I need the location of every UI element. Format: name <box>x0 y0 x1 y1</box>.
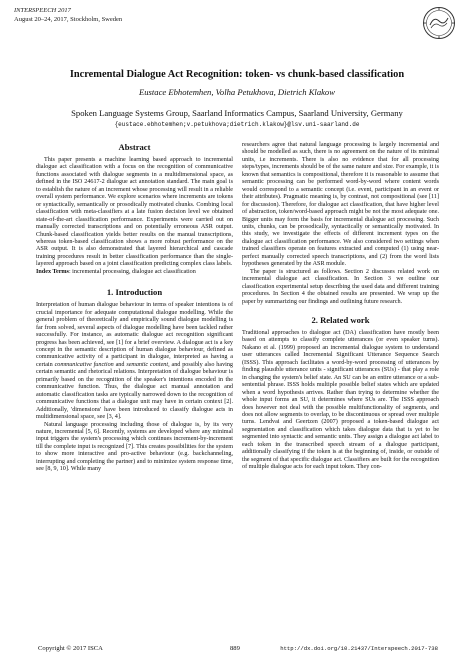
abstract-heading: Abstract <box>118 142 151 152</box>
index-terms <box>36 269 233 276</box>
left-column <box>36 142 233 474</box>
paper-authors: Eustace Ebhotemhen, Volha Petukhova, Dietrich Klakow <box>139 87 335 97</box>
conference-name: INTERSPEECH 2017 <box>14 7 71 14</box>
introduction-heading: 1. Introduction <box>106 287 163 298</box>
index-terms-text: : incremental processing, dialogue act classification <box>68 268 196 275</box>
page-number: 889 <box>230 645 240 652</box>
abstract-text: This paper presents a machine learning based approach to incremental dialogue act classification with a focus on the recognition of communicative functions associated with dialogue segments in a multidimensional space, as defined in the ISO 24617-2 dialogue act annotation standard. The main goal is to establish the nature of an increment whose processing will result in a reliable overall system performance. We explore scenarios where increments are tokens or syntactically, semantically or prosodically motivated chunks. Combing local classification with meta-classifiers at a late fusion decision level we obtained state-of-the-art classification performance. Experiments were carried out on manually corrected transcriptions and on potentially erroneous ASR output. Chunk-based classification yields better results on the manual transcriptions, whereas token-based classification shows a more robust performance on the ASR output. It is also demonstrated that layered hierarchical and cascade training procedures result in better classification performance than the single-layered approach based on a joint classification predicting complex class labels. <box>36 157 233 268</box>
paper-title: Incremental Dialogue Act Recognition: token- vs chunk-based classification <box>69 69 405 80</box>
right-paragraph-1: researchers agree that natural language processing is largely incremental and should be modelled as such, there is no agreement on the nature of its minimal units, i.e increments. There is also no evidence that for all processing steps/types, increments should be of the same nature and size. For example, it is known that semantics is compositional, therefore it is reasonable to assume that semantic processing can be performed word-by-word where content words would correspond to a semantic concept (i.e. event, participant in an event or their attributes). Pragmatic meaning is, by contrast, not compositional (see [11] for discussion). Therefore, for dialogue act classification, that have higher level of abstraction, token/word-based approach might be not the most adequate one. Bigger units may form the basis for incremental dialogue act processing. Such units, chunks, can be prosodically, syntactically or semantically motivated. In this study, we investigate the effects of different increment types on the dialogue act classification performance. We also considered two settings when trained classifiers operate on features extracted and computed (1) using near-perfect manually corrected speech transcriptions, and (2) from the word lists hypotheses generated by the ASR module. <box>242 142 439 268</box>
related-work-paragraph: Traditional approaches to dialogue act (DA) classification have mostly been based on attempts to classify complete utterances (or even speaker turns). Nakano et al. (1999) proposed an incremental dialogue system to understand user utterances called Incremental Significant Utterance Sequence Search (ISSS). This approach facilitates a word-by-word processing of utterances by finding plausible utterance units - significant utterances (SUs) - that play a role in changing the system's belief state. An SU can be an entire utterance or a sub-sentential phrase. ISSS holds multiple possible belief states which are updated when a word hypothesis arrives. Rather than trying to determine whether the whole input forms an SU, it determines where SUs are. The ISSS approach does however not deal with the possible multifunctionality of segments, and does not allow segments to overlap, to be discontinuous or spread over multiple turns. Lendvai and Geertzen (2007) proposed a token-based dialogue act segmentation and classification which takes dialogue data that is yet to be segmented into syntactic and semantic units. They assign a dialogue act label to each token in the transcribed speech stream of a dialogue participant, additionally classifying if the token is at the beginning of, inside, or outside of the segment of that specific dialogue act. Classifiers are built for the recognition of multiple dialogue acts for each input token. They con- <box>242 329 439 471</box>
conference-header <box>14 7 122 24</box>
right-paragraph-2: The paper is structured as follows. Section 2 discusses related work on incremental dialogue act classification. In Section 3 we outline our classification experimental setup describing the used data and different training procedures. In Section 4 the obtained results are presented. We wrap up the paper by summarizing our findings and outlining future research. <box>242 268 439 305</box>
paper-email: {eustace.ebhotemhen;v.petukhova;dietrich.klakow}@lsv.uni-saarland.de <box>114 121 360 128</box>
copyright-notice: Copyright © 2017 ISCA <box>38 645 103 652</box>
introduction-paragraph-1: Interpretation of human dialogue behaviour in terms of speaker intentions is of crucial importance for adequate computational dialogue modelling. While the general problem of theoretically and empirically sound dialogue modelling is far from solved, several aspects of dialogue modelling have been tackled rather successfully. For instance, as automatic dialogue act recognition significant progress has been achieved, see [1] for a brief overview. A dialogue act is a key concept in the semantic description of human dialogue behaviour, defined as communicative activity of a participant in dialogue, interpreted as having a certain communicative function and semantic content, and possibly also having certain semantic and rhetorical relations. Interpretation of dialogue behaviour is primarily based on the recognition of the speaker's intentions encoded in the communicative function. Thus, the dialogue act manual annotation and automatic classification tasks are typically narrowed down to the recognition of communicative functions that a dialogue unit may have in certain context [2]. Additionally, 'dimensions' have been introduced to classify dialogue acts in multidimensional space, see [3, 4]. <box>36 302 233 421</box>
conference-dates: August 20–24, 2017, Stockholm, Sweden <box>14 15 123 23</box>
doi-link[interactable]: http://dx.doi.org/10.21437/Interspeech.2017-738 <box>280 645 438 652</box>
introduction-paragraph-2: Natural language processing including those of dialogue is, by its very nature, incremental [5, 6]. Recently, systems are developed where any minimal input triggers the system's processing which continues increment-by-increment till the complete input is recognized [7]. This creates possibilities for the system to show more interactive and pro-active behaviour (e.g. backchanneling, interrupting and completing the partner) and to minimize system response time, see [8, 9, 10]. While many <box>36 421 233 473</box>
index-terms-label: Index Terms <box>36 268 69 275</box>
right-column <box>242 142 439 472</box>
paper-affiliation: Spoken Language Systems Group, Saarland Informatics Campus, Saarland University, Germany <box>71 108 403 118</box>
isca-logo-icon <box>422 6 456 40</box>
related-work-heading: 2. Related work <box>311 314 370 325</box>
